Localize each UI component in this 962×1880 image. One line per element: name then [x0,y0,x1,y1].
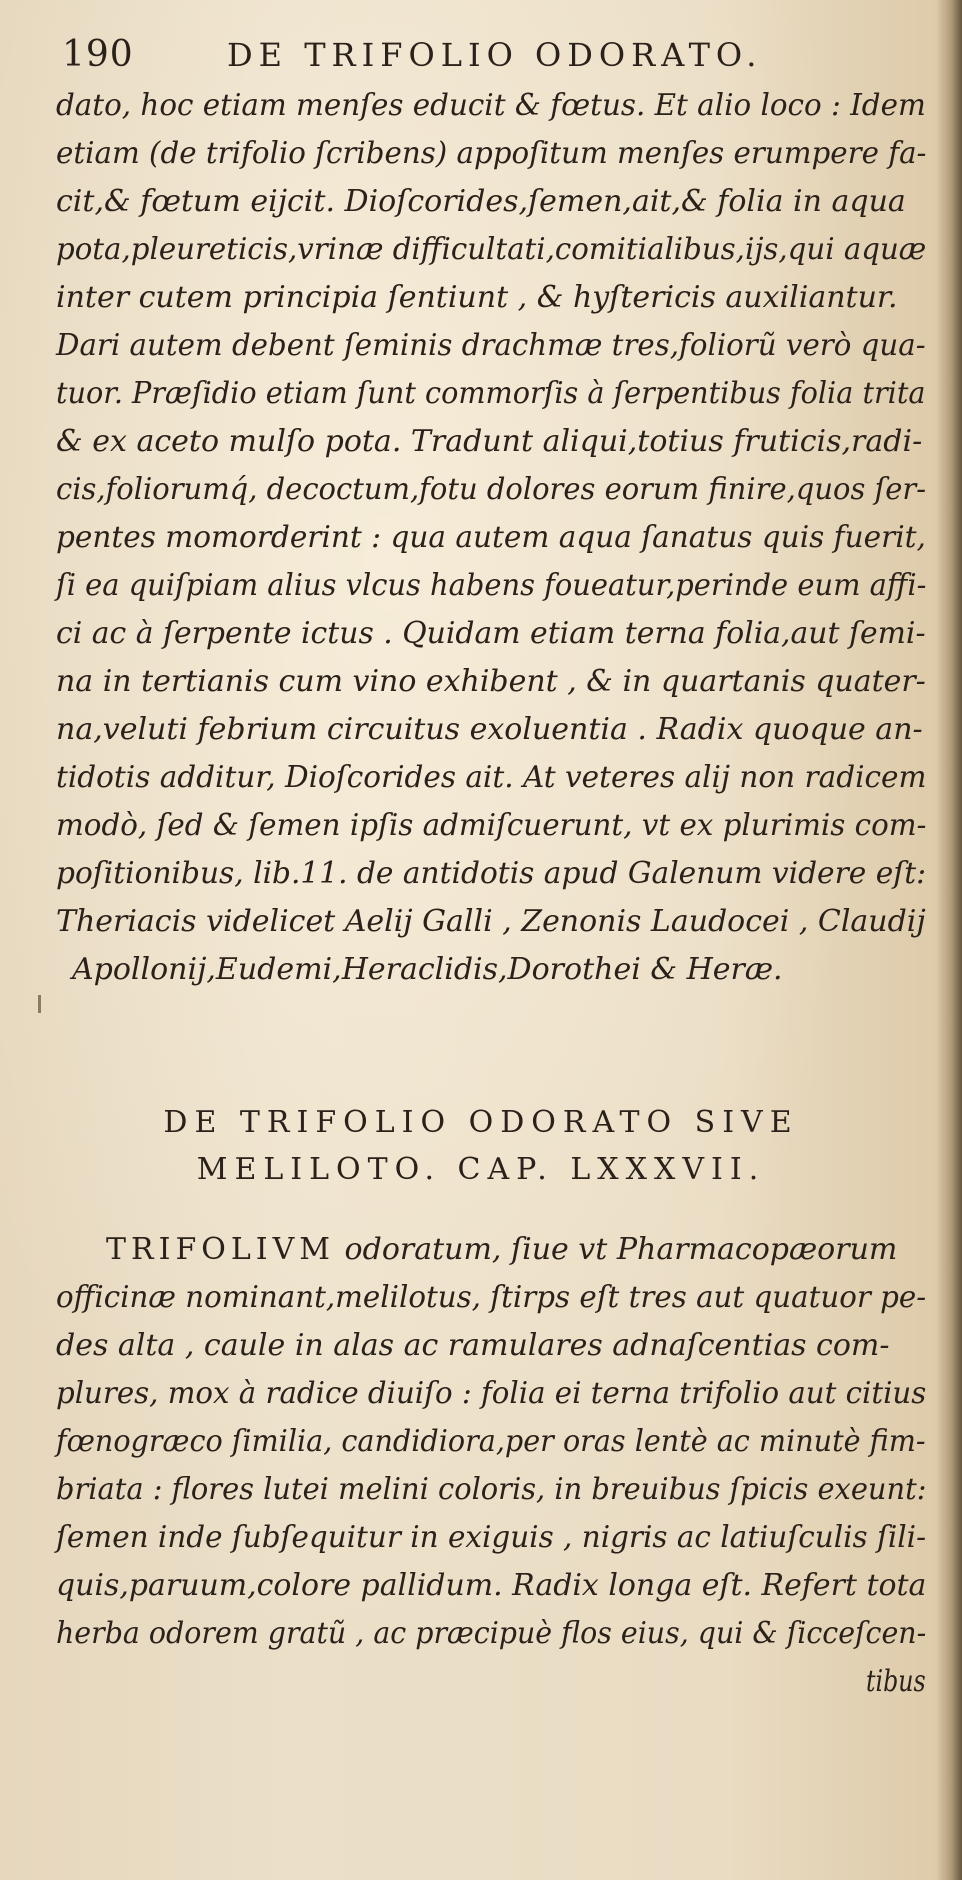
page-header [62,28,942,84]
page-number: 190 [62,34,134,75]
text-line: cis,foliorumq́, decoctum,fotu dolores eorum finire,quos ſer- [56,472,927,507]
chapter-title-line-2: MELILOTO. CAP. LXXXVII. [196,1152,766,1187]
text-line: ſemen inde ſubſequitur in exiguis , nigris ac latiuſculis ſili- [56,1520,927,1555]
text-line: ſi ea quiſpiam alius vlcus habens foueatur,perinde eum affi- [56,568,927,603]
text-line-first [106,1232,897,1267]
text-line: ci ac à ſerpente ictus . Quidam etiam terna folia,aut ſemi- [56,616,926,651]
text-line: tidotis additur, Dioſcorides ait. At veteres alij non radicem [56,760,927,795]
text-line: na in tertianis cum vino exhibent , & in quartanis quater- [56,664,926,699]
text-line-tail: odoratum, ſiue vt Pharmacopæorum [335,1232,898,1267]
page-edge-shadow [936,0,962,1880]
chapter-title-line-1: DE TRIFOLIO ODORATO SIVE [163,1105,799,1140]
text-line: & ex aceto mulſo pota. Tradunt aliqui,totius fruticis,radi- [56,424,923,459]
text-line: Theriacis videlicet Aelij Galli , Zenonis Laudocei , Claudij [56,904,926,939]
text-line: cit,& fœtum eijcit. Dioſcorides,ſemen,ait,& folia in aqua [56,184,906,219]
text-line: quis,paruum,colore pallidum. Radix longa eſt. Refert tota [56,1568,927,1603]
text-line: tuor. Præſidio etiam ſunt commorſis à ſerpentibus folia trita [56,376,926,411]
text-line: des alta , caule in alas ac ramulares adnaſcentias com- [56,1328,890,1363]
text-line: Apollonij,Eudemi,Heraclidis,Dorothei & Heræ. [72,952,783,987]
text-line: officinæ nominant,melilotus, ſtirps eſt tres aut quatuor pe- [56,1280,927,1315]
catchword: tibus [866,1664,926,1699]
text-line: poſitionibus, lib.11. de antidotis apud Galenum videre eſt: [56,856,927,891]
text-line: fœnogræco ſimilia, candidiora,per oras lentè ac minutè fim- [56,1424,926,1459]
margin-mark [38,995,41,1013]
text-line: plures, mox à radice diuiſo : folia ei terna trifolio aut citius [56,1376,927,1411]
text-line: Dari autem debent ſeminis drachmæ tres,foliorũ verò qua- [56,328,926,363]
text-line: herba odorem gratũ , ac præcipuè flos eius, qui & ſicceſcen- [56,1616,927,1651]
text-line: briata : flores lutei melini coloris, in breuibus ſpicis exeunt: [56,1472,927,1507]
text-line: inter cutem principia ſentiunt , & hyſtericis auxiliantur. [56,280,898,315]
text-line: pentes momorderint : qua autem aqua ſanatus quis fuerit, [56,520,926,555]
text-line: dato, hoc etiam menſes educit & fœtus. Et alio loco : Idem [56,88,926,123]
dropcap-word: TRIFOLIVM [106,1232,336,1267]
text-line: modò, ſed & ſemen ipſis admiſcuerunt, vt ex plurimis com- [56,808,927,843]
text-line: na,veluti febrium circuitus exoluentia . Radix quoque an- [56,712,923,747]
running-head: DE TRIFOLIO ODORATO. [227,36,763,74]
text-line: etiam (de trifolio ſcribens) appoſitum menſes erumpere fa- [56,136,927,171]
text-line: pota,pleureticis,vrinæ difficultati,comitialibus,ijs,qui aquæ [56,232,927,267]
